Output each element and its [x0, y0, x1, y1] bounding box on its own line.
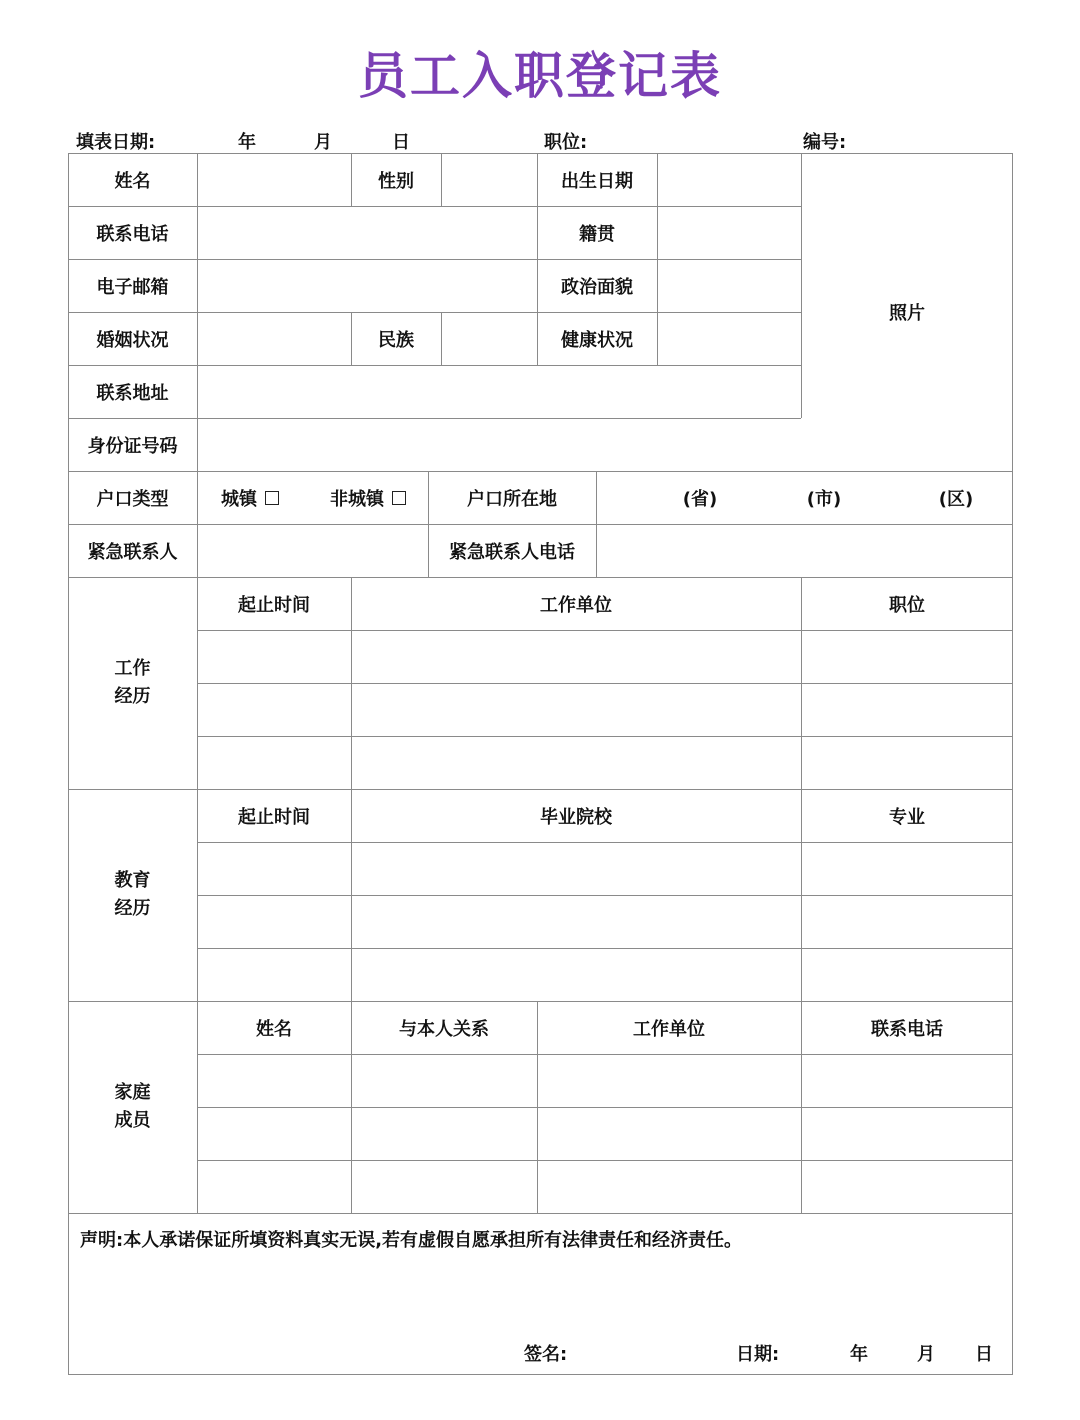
work-section-label [68, 577, 197, 789]
footer-day: 日 [975, 1344, 993, 1365]
hukou-non-urban-option[interactable] [312, 471, 424, 524]
education-section-label [68, 789, 197, 1001]
row-divider [198, 1054, 1013, 1055]
family-name-header: 姓名 [256, 1018, 292, 1040]
position-label: 职位: [544, 132, 588, 153]
hukou-location-label: 户口所在地 [467, 488, 557, 510]
marital-status-label: 婚姻状况 [96, 329, 169, 351]
political-status-label: 政治面貌 [561, 276, 633, 298]
ethnicity-label: 民族 [378, 329, 414, 351]
urban-checkbox[interactable] [265, 491, 279, 505]
col-divider [441, 153, 442, 206]
row-divider [198, 683, 1013, 684]
number-label: 编号: [803, 132, 847, 153]
row-divider [198, 630, 1013, 631]
gender-label: 性别 [378, 170, 414, 192]
id-number-label: 身份证号码 [87, 435, 178, 457]
row-divider [198, 1160, 1013, 1161]
birth-date-label: 出生日期 [561, 170, 633, 192]
col-divider [801, 577, 802, 1213]
row-divider [198, 895, 1013, 896]
col-divider [351, 577, 352, 1213]
native-place-label: 籍贯 [579, 223, 615, 245]
col-divider [441, 312, 442, 365]
form-title: 员工入职登记表 [358, 47, 722, 105]
education-section-line2: 经历 [114, 898, 151, 919]
address-label: 联系地址 [96, 382, 169, 404]
footer-month: 月 [917, 1344, 935, 1365]
health-label: 健康状况 [561, 329, 633, 351]
col-divider [657, 153, 658, 365]
footer-date-label: 日期: [736, 1344, 780, 1365]
fill-date-month: 月 [314, 132, 332, 153]
education-major-header: 专业 [889, 806, 925, 828]
row-divider [198, 736, 1013, 737]
hukou-type-label: 户口类型 [96, 488, 169, 510]
work-employer-header: 工作单位 [540, 594, 612, 616]
hukou-urban-option[interactable] [204, 471, 296, 524]
col-divider [596, 471, 597, 577]
declaration-text: 声明:本人承诺保证所填资料真实无误,若有虚假自愿承担所有法律责任和经济责任。 [80, 1230, 743, 1251]
family-section-line1: 家庭 [114, 1082, 151, 1103]
photo-label: 照片 [889, 303, 925, 324]
signature-label: 签名: [524, 1344, 568, 1365]
non-urban-checkbox[interactable] [392, 491, 406, 505]
phone-label: 联系电话 [96, 223, 169, 245]
family-section-line2: 成员 [114, 1110, 151, 1131]
province-label: (省) [682, 488, 718, 510]
name-label: 姓名 [114, 170, 151, 192]
education-section-line1: 教育 [114, 870, 151, 891]
family-phone-header: 联系电话 [871, 1018, 943, 1040]
row-divider [68, 1213, 1013, 1214]
row-divider [198, 842, 1013, 843]
family-section-label [68, 1001, 197, 1213]
fill-date-day: 日 [392, 132, 410, 153]
hukou-non-urban-label: 非城镇 [330, 488, 384, 510]
col-divider [197, 153, 198, 1213]
work-section-line1: 工作 [114, 658, 151, 679]
city-label: (市) [806, 488, 842, 510]
emergency-phone-label: 紧急联系人电话 [449, 541, 575, 563]
email-label: 电子邮箱 [96, 276, 169, 298]
work-position-header: 职位 [889, 594, 925, 616]
fill-date-label: 填表日期: [76, 132, 156, 153]
education-school-header: 毕业院校 [540, 806, 612, 828]
education-period-header: 起止时间 [238, 806, 310, 828]
work-period-header: 起止时间 [238, 594, 310, 616]
fill-date-year: 年 [238, 132, 256, 153]
district-label: (区) [938, 488, 974, 510]
hukou-urban-label: 城镇 [221, 488, 257, 510]
footer-year: 年 [850, 1344, 868, 1365]
emergency-contact-label: 紧急联系人 [87, 541, 178, 563]
row-divider [198, 948, 1013, 949]
row-divider [198, 1107, 1013, 1108]
work-section-line2: 经历 [114, 686, 151, 707]
family-relation-header: 与本人关系 [399, 1018, 489, 1040]
family-employer-header: 工作单位 [633, 1018, 705, 1040]
